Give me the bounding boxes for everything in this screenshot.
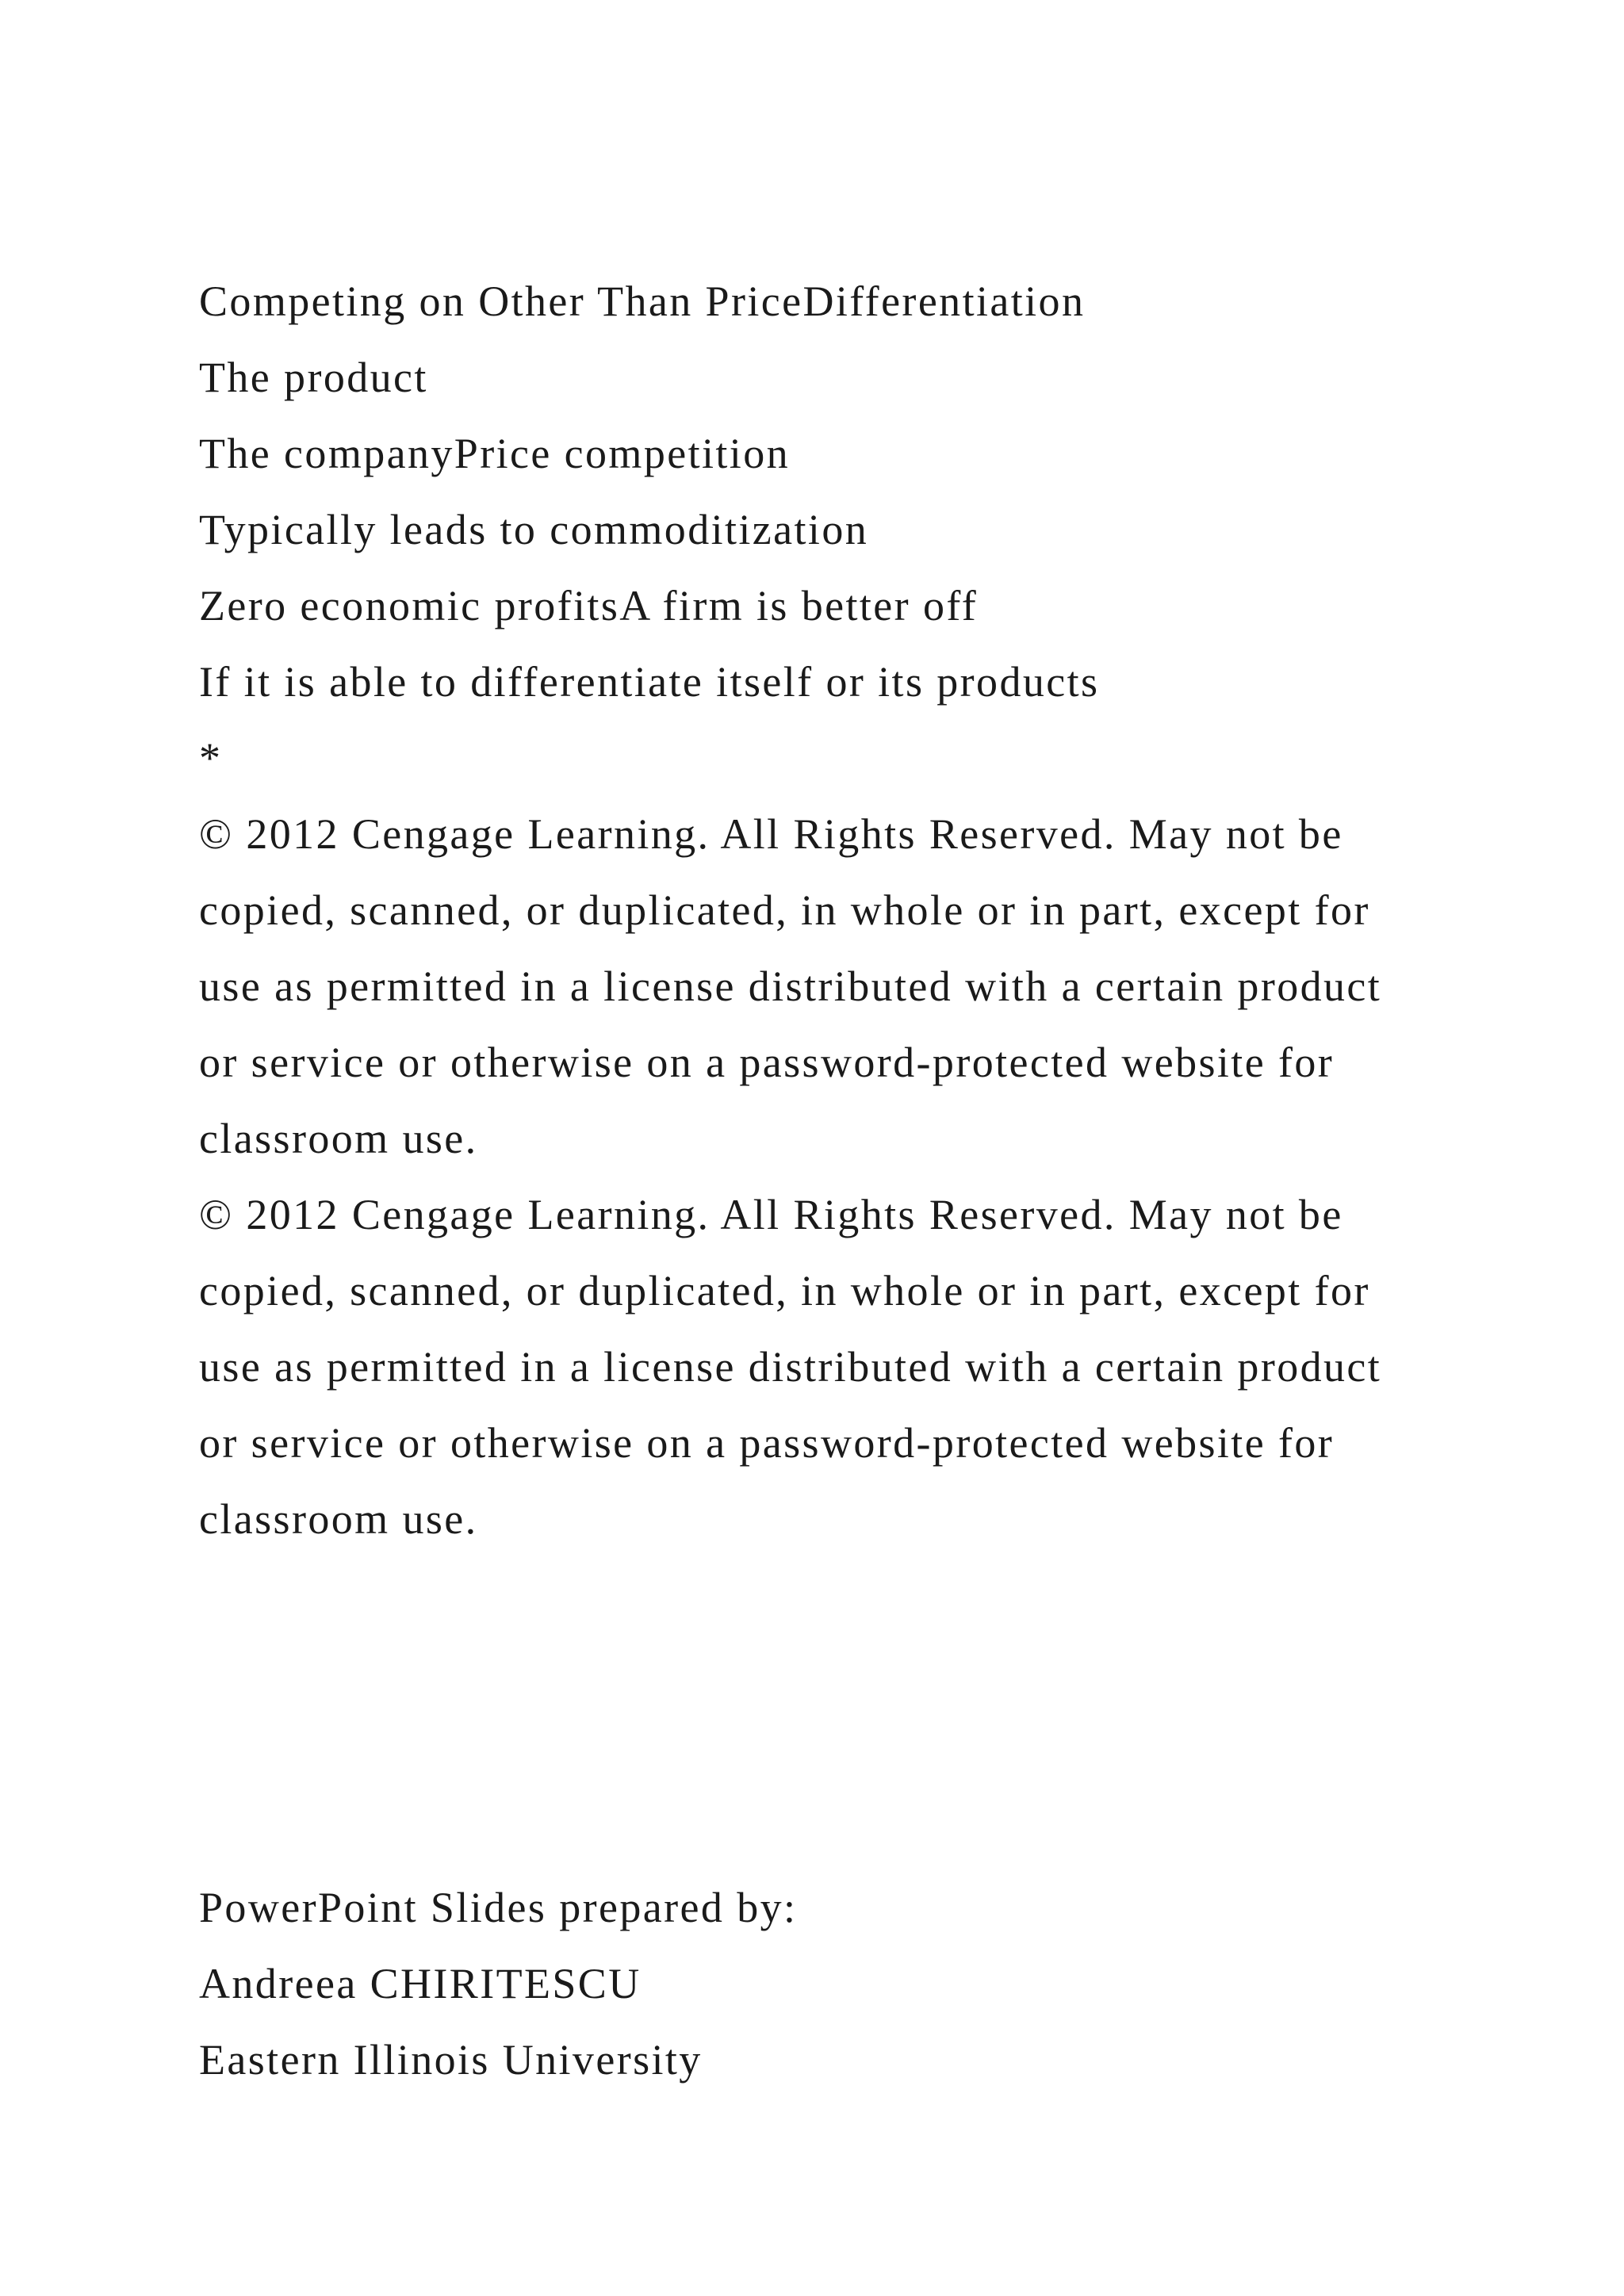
author-affiliation: Eastern Illinois University: [199, 2036, 703, 2084]
credits-block: [199, 1869, 1595, 2098]
copyright-line: classroom use.: [199, 1115, 478, 1162]
credits-heading: PowerPoint Slides prepared by:: [199, 1884, 798, 1931]
text-line: Typically leads to commoditization: [199, 506, 869, 553]
text-line: The companyPrice competition: [199, 430, 790, 477]
text-line: The product: [199, 354, 428, 401]
copyright-line: copied, scanned, or duplicated, in whole or in part, except for: [199, 1267, 1370, 1314]
copyright-line: use as permitted in a license distributed with a certain product: [199, 1343, 1382, 1391]
heading-line: Competing on Other Than PriceDifferentiation: [199, 277, 1086, 325]
copyright-line: classroom use.: [199, 1495, 478, 1543]
copyright-line: © 2012 Cengage Learning. All Rights Reserved. May not be: [199, 810, 1343, 858]
copyright-line: © 2012 Cengage Learning. All Rights Reserved. May not be: [199, 1191, 1343, 1238]
copyright-line: use as permitted in a license distributed with a certain product: [199, 962, 1382, 1010]
main-text-block: [199, 263, 1595, 1557]
author-name: Andreea CHIRITESCU: [199, 1960, 642, 2007]
copyright-line: or service or otherwise on a password-protected website for: [199, 1419, 1335, 1467]
copyright-line: or service or otherwise on a password-protected website for: [199, 1039, 1335, 1086]
text-line: Zero economic profitsA firm is better off: [199, 582, 979, 629]
text-line: If it is able to differentiate itself or its products: [199, 658, 1100, 706]
copyright-line: copied, scanned, or duplicated, in whole or in part, except for: [199, 886, 1370, 934]
asterisk-line: *: [199, 734, 223, 782]
